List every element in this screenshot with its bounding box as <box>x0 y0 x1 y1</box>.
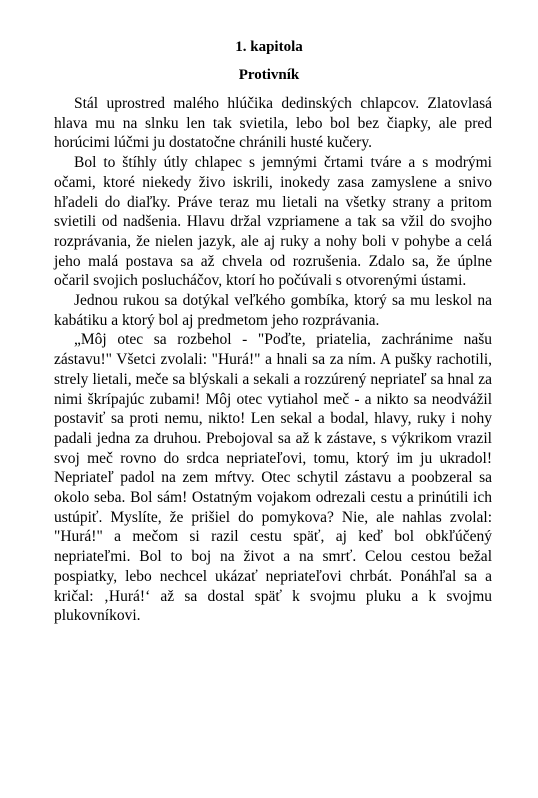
paragraph-3: Jednou rukou sa dotýkal veľkého gombíka, ktorý sa mu leskol na kabátiku a ktorý bol aj predmetom jeho rozprávania. <box>54 292 492 329</box>
chapter-title: Protivník <box>238 67 300 83</box>
chapter-number: 1. kapitola <box>235 39 303 55</box>
chapter-body <box>54 94 492 626</box>
paragraph-1: Stál uprostred malého hlúčika dedinských chlapcov. Zlatovlasá hlava mu na slnku len tak svietila, lebo bol bez čiapky, ale pred horúcimi lúčmi ju dostatočne chránili husté kučery. <box>54 95 492 152</box>
paragraph-2: Bol to štíhly útly chlapec s jemnými črtami tváre a s modrými očami, ktoré niekedy živo iskrili, inokedy zasa zamyslene a snivo hľadeli do diaľky. Práve teraz mu lietali na všetky strany a pritom svietili od nadšenia. Hlavu držal vzpriamene a tak sa vžil do svojho rozprávania, že nielen jazyk, ale aj ruky a nohy boli v pohybe a celá jeho malá postava sa až chvela od rozrušenia. Zdalo sa, že úplne očaril svojich poslucháčov, ktorí ho počúvali s otvorenými ústami. <box>54 154 492 290</box>
paragraph-4: „Môj otec sa rozbehol - "Poďte, priatelia, zachránime našu zástavu!" Všetci zvolali: "Hurá!" a hnali sa za ním. A pušky rachotili, strely lietali, meče sa blýskali a sekali a rozzúrený nepriateľ sa hnal za nimi škrípajúc zubami! Môj otec vytiahol meč - a nikto sa neodvážil postaviť sa proti nemu, nikto! Len sekal a bodal, hlavy, ruky i nohy padali jedna za druhou. Prebojoval sa až k zástave, s výkrikom vrazil svoj meč rovno do srdca nepriateľovi, tomu, ktorý im ju ukradol! Nepriateľ padol na zem mŕtvy. Otec schytil zástavu a poobzeral sa okolo seba. Bol sám! Ostatným vojakom odrezali cestu a prinútili ich ustúpiť. Myslíte, že prišiel do pomykova? Nie, ale nahlas zvolal: "Hurá!" a mečom si razil cestu späť, aj keď bol obkľúčený nepriateľmi. Bol to boj na život a na smrť. Celou cestou bežal pospiatky, lebo nechcel ukázať nepriateľovi chrbát. Ponáhľal sa a kričal: ‚Hurá!‘ až sa dostal späť k svojmu pluku a k svojmu plukovníkovi. <box>54 331 492 625</box>
